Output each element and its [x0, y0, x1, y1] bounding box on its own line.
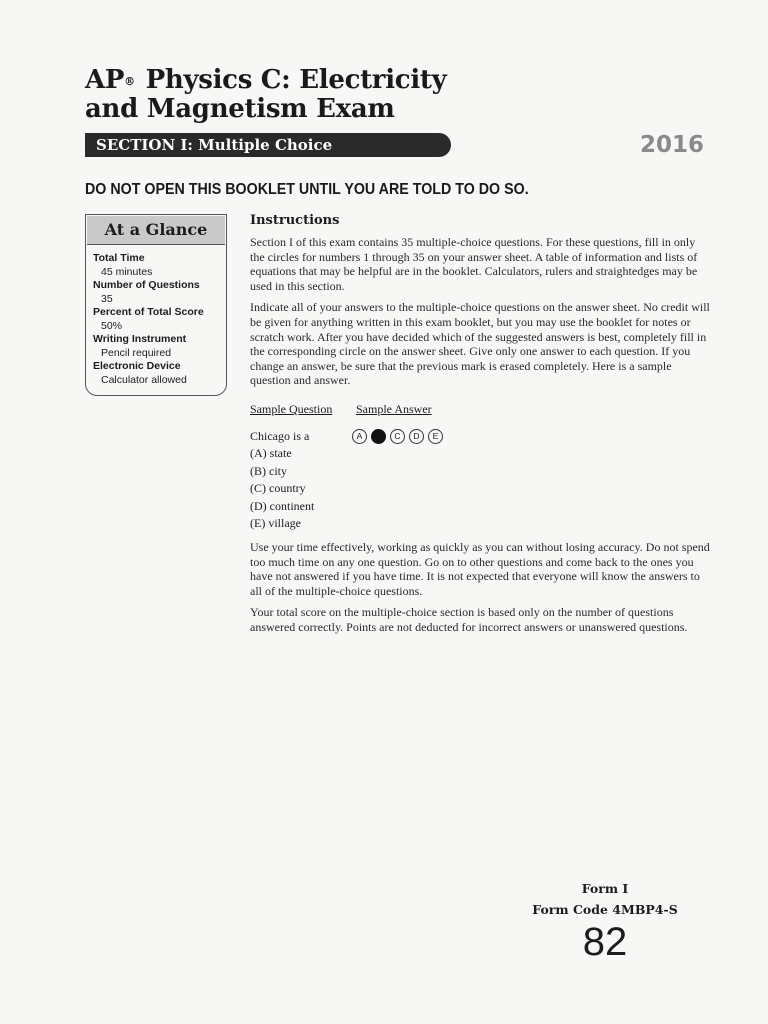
instructions-paragraph-2: Indicate all of your answers to the multiple-choice questions on the answer sheet. No credit will be given for anything written in this exam booklet, but you may use the booklet for notes or scratch work. After you have decided which of the suggested answers is best, completely fill in the corresponding circle on the answer sheet. Give only one answer to each question. If you change an answer, be sure that the previous mark is erased completely. Here is a sample question and answer. — [250, 300, 710, 388]
instructions-paragraph-1: Section I of this exam contains 35 multiple-choice questions. For these questions, fill in only the circles for numbers 1 through 35 on your answer sheet. A table of information and lists of equations that may be helpful are in the booklet. Calculators, rulers and straightedges may be used in this section. — [250, 235, 698, 293]
sample-choice-b: (B) city — [250, 463, 287, 478]
answer-bubble-e: E — [428, 429, 443, 444]
sample-question — [250, 428, 314, 532]
exam-title — [85, 66, 446, 124]
instructions-paragraph-3: Use your time effectively, working as quickly as you can without losing accuracy. Do not spend too much time on any one question. Go on to other questions and come back to the ones you have not answered if you have time. It is not expected that everyone will know the answers to all of the multiple-choice questions. — [250, 539, 710, 598]
glance-label-electronic-device: Electronic Device — [93, 360, 181, 372]
at-a-glance-list — [86, 246, 226, 387]
glance-value-number-of-questions: 35 — [101, 292, 113, 305]
glance-label-number-of-questions: Number of Questions — [93, 279, 200, 291]
sample-choice-a: (A) state — [250, 446, 292, 461]
instructions-paragraph-4: Your total score on the multiple-choice section is based only on the number of questions answered correctly. Points are not deducted for incorrect answers or unanswered questions. — [250, 605, 688, 634]
sample-question-stem: Chicago is a — [250, 428, 310, 443]
sample-answer-bubbles — [352, 429, 443, 444]
glance-value-percent-of-score: 50% — [101, 319, 123, 332]
glance-label-total-time: Total Time — [93, 252, 145, 264]
form-info — [520, 878, 690, 964]
glance-value-electronic-device: Calculator allowed — [101, 373, 187, 386]
sample-question-header: Sample Question — [250, 401, 333, 416]
sample-question-block — [250, 402, 710, 528]
sample-choice-e: (E) village — [250, 515, 301, 530]
form-number: 82 — [582, 920, 628, 964]
at-a-glance-heading: At a Glance — [87, 216, 225, 245]
answer-bubble-b-filled — [371, 429, 386, 444]
glance-label-writing-instrument: Writing Instrument — [93, 333, 187, 345]
exam-year: 2016 — [640, 132, 705, 158]
title-line1: Physics C: Electricity — [145, 65, 447, 95]
form-code: Form Code 4MBP4-S — [532, 902, 678, 917]
title-prefix: AP — [85, 65, 125, 95]
title-line2: and Magnetism Exam — [85, 94, 395, 124]
at-a-glance-box — [85, 214, 227, 396]
glance-value-writing-instrument: Pencil required — [101, 346, 172, 359]
sample-choice-d: (D) continent — [250, 498, 315, 513]
sample-answer-header: Sample Answer — [356, 401, 432, 416]
section-banner: SECTION I: Multiple Choice — [85, 133, 451, 157]
answer-bubble-d: D — [409, 429, 424, 444]
instructions-heading: Instructions — [250, 213, 340, 228]
form-label: Form I — [581, 881, 629, 896]
glance-value-total-time: 45 minutes — [101, 265, 153, 278]
registered-mark: ® — [124, 75, 135, 88]
answer-bubble-c: C — [390, 429, 405, 444]
sample-choice-c: (C) country — [250, 481, 306, 496]
instructions-column — [250, 212, 710, 642]
glance-label-percent-of-score: Percent of Total Score — [93, 306, 204, 318]
answer-bubble-a: A — [352, 429, 367, 444]
do-not-open-warning: DO NOT OPEN THIS BOOKLET UNTIL YOU ARE TOLD TO DO SO. — [85, 181, 529, 198]
